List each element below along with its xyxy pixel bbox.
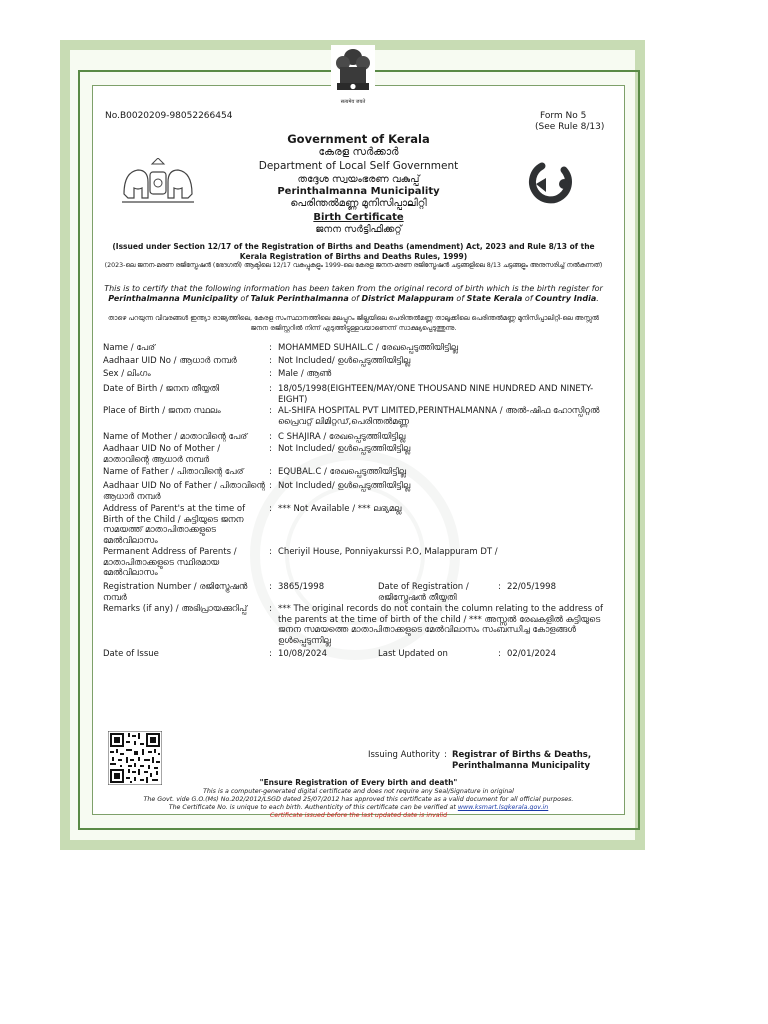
footer-slogan: "Ensure Registration of Every birth and death" xyxy=(259,778,458,787)
field-colon: : xyxy=(269,547,272,557)
field-colon: : xyxy=(269,356,272,366)
field-label-permanent-address: Permanent Address of Parents / മാതാപിതാക്കളുടെ സ്ഥിരമായ മേൽവിലാസം xyxy=(103,547,237,578)
registration-date-value: 22/05/1998 xyxy=(507,582,556,592)
field-colon: : xyxy=(269,444,272,454)
field-value-mother-name: C SHAJIRA / രേഖപ്പെടുത്തിയിട്ടില്ല xyxy=(278,432,406,442)
government-title-ml: കേരള സർക്കാർ xyxy=(318,146,399,158)
certificate-number: No.B0020209-98052266454 xyxy=(105,111,233,121)
issued-under-en: (Issued under Section 12/17 of the Registration of Births and Deaths (amendment) Act, 2023 and Rule 8/13 of the Kerala Registration of Births and Deaths Rules, 1999) xyxy=(112,242,595,261)
field-colon: : xyxy=(269,481,272,491)
verification-qr-code[interactable] xyxy=(108,731,162,785)
verification-link[interactable]: www.ksmart.lsgkerala.gov.in xyxy=(457,804,549,811)
certify-statement-ml: താഴെ പറയുന്ന വിവരങ്ങൾ ഇന്ത്യാ രാജ്യത്തിലെ, കേരള സംസ്ഥാനത്തിലെ മലപ്പുറം ജില്ലയിലെ പെരിന്തൽമണ്ണ താലൂക്കിലെ പെരിന്തൽമണ്ണ മുനിസിപ്പാലിറ്റി-ലെ അസ്സൽ ജനന രജിസ്റ്ററിൽ നിന്ന് എടുത്തിട്ടുള്ളവയാണെന്ന് സാക്ഷ്യപ്പെടുത്തുന്നു. xyxy=(107,314,600,332)
registration-number-label: Registration Number / രജിസ്ട്രേഷൻ നമ്പർ xyxy=(103,582,248,603)
certificate-title-ml: ജനന സർട്ടിഫിക്കറ്റ് xyxy=(315,224,402,235)
footer-line-invalid-warning: Certificate issued before the last updated date is invalid xyxy=(269,812,448,819)
issue-date-value: 10/08/2024 xyxy=(278,649,327,659)
municipality-ml: പെരിന്തൽമണ്ണ മുനിസിപ്പാലിറ്റി xyxy=(290,198,427,209)
field-label-mother-name: Name of Mother / മാതാവിന്റെ പേര് xyxy=(103,432,248,442)
department-en: Department of Local Self Government xyxy=(258,160,459,172)
registration-number-value: 3865/1998 xyxy=(278,582,325,592)
field-colon: : xyxy=(269,432,272,442)
national-emblem-icon xyxy=(331,45,375,99)
field-colon: : xyxy=(269,343,272,353)
issuing-authority-line1: Registrar of Births & Deaths, xyxy=(452,750,592,760)
field-label-sex: Sex / ലിംഗം xyxy=(103,369,151,379)
field-value-aadhaar: Not Included/ ഉൾപ്പെടുത്തിയിട്ടില്ല xyxy=(278,356,411,366)
field-label-address-at-birth: Address of Parent's at the time of Birth of the Child / കുട്ടിയുടെ ജനന സമയത്ത് മാതാപിതാക്കളുടെ മേൽവിലാസം xyxy=(103,504,246,546)
certificate-title-en: Birth Certificate xyxy=(313,212,404,223)
field-colon: : xyxy=(498,582,501,592)
field-value-address-at-birth: *** Not Available / *** ലഭ്യമല്ല xyxy=(278,504,402,514)
field-colon: : xyxy=(269,369,272,379)
field-label-father-aadhaar: Aadhaar UID No of Father / പിതാവിന്റെ ആധാർ നമ്പർ xyxy=(103,481,265,502)
municipality-en: Perinthalmanna Municipality xyxy=(277,186,440,197)
field-label-father-name: Name of Father / പിതാവിന്റെ പേര് xyxy=(103,467,244,477)
remarks-value: *** The original records do not contain the column relating to the address of the parents at the time of birth of the child / *** അസ്സൽ രേഖകളിൽ കുട്ടിയുടെ ജനന സമയത്തെ മാതാപിതാക്കളുടെ മേൽവിലാസം സംബന്ധിച്ച കോളങ്ങൾ ഉൾപ്പെടുന്നില്ല xyxy=(278,604,603,646)
field-label-dob: Date of Birth / ജനന തീയ്യതി xyxy=(103,384,220,394)
field-label-mother-aadhaar: Aadhaar UID No of Mother / മാതാവിന്റെ ആധാർ നമ്പർ xyxy=(103,444,221,465)
field-label-place-of-birth: Place of Birth / ജനന സ്ഥലം xyxy=(103,406,221,416)
field-colon: : xyxy=(269,384,272,394)
field-label-name: Name / പേര് xyxy=(103,343,156,353)
emblem-caption: सत्यमेव जयते xyxy=(340,99,366,105)
field-value-place-of-birth: AL-SHIFA HOSPITAL PVT LIMITED,PERINTHALMANNA / അൽ-ഷിഫ ഹോസ്പിറ്റൽ പ്രൈവറ്റ് ലിമിറ്റഡ്,പെരിന്തൽമണ്ണ xyxy=(278,406,600,427)
department-ml: തദ്ദേശ സ്വയംഭരണ വകുപ്പ് xyxy=(297,174,420,185)
field-value-father-name: EQUBAL.C / രേഖപ്പെടുത്തിയിട്ടില്ല xyxy=(278,467,407,477)
footer-line-verify: The Certificate No. is unique to each birth. Authenticity of this certificate can be verified at www.ksmart.lsgkerala.gov.in xyxy=(168,804,549,811)
field-value-permanent-address: Cheriyil House, Ponniyakurssi P.O, Malappuram DT / xyxy=(278,547,498,557)
field-colon: : xyxy=(269,467,272,477)
field-label-aadhaar: Aadhaar UID No / ആധാർ നമ്പർ xyxy=(103,356,237,366)
footer-line-govt-order: The Govt. vide G.O.(Ms) No.202/2012/LSGD dated 25/07/2012 has approved this certificate as a valid document for all official purposes. xyxy=(143,796,574,803)
field-value-dob: 18/05/1998(EIGHTEEN/MAY/ONE THOUSAND NINE HUNDRED AND NINETY-EIGHT) xyxy=(278,384,594,405)
issuing-authority-label: Issuing Authority xyxy=(368,750,440,760)
field-value-father-aadhaar: Not Included/ ഉൾപ്പെടുത്തിയിട്ടില്ല xyxy=(278,481,411,491)
form-number: Form No 5 xyxy=(540,111,587,121)
last-updated-label: Last Updated on xyxy=(378,649,448,659)
field-colon: : xyxy=(498,649,501,659)
field-colon: : xyxy=(269,582,272,592)
field-colon: : xyxy=(444,750,447,760)
field-value-sex: Male / ആൺ xyxy=(278,369,332,379)
issuing-authority-line2: Perinthalmanna Municipality xyxy=(452,761,590,771)
footer-line-digital: This is a computer-generated digital certificate and does not require any Seal/Signature in original xyxy=(203,788,514,795)
last-updated-value: 02/01/2024 xyxy=(507,649,556,659)
field-colon: : xyxy=(269,604,272,614)
government-title-en: Government of Kerala xyxy=(287,132,430,146)
field-value-name: MOHAMMED SUHAIL.C / രേഖപ്പെടുത്തിയിട്ടില്ല xyxy=(278,343,458,353)
issue-date-label: Date of Issue xyxy=(103,649,159,659)
field-colon: : xyxy=(269,649,272,659)
remarks-label: Remarks (if any) / അഭിപ്രായക്കുറിപ്പ് xyxy=(103,604,247,614)
certify-statement-en: This is to certify that the following information has been taken from the original record of birth which is the birth register for Perinthalmanna Municipality of Taluk Perinthalmanna of District Malappuram of State Kerala of Country India. xyxy=(104,284,603,303)
field-colon: : xyxy=(269,406,272,416)
issued-under-ml: (2023-ലെ ജനന-മരണ രജിസ്ട്രേഷൻ (ഭേദഗതി) ആക്ടിലെ 12/17 വകുപ്പുകളും 1999-ലെ കേരള ജനന-മരണ രജിസ്ട്രേഷൻ ചട്ടങ്ങളിലെ 8/13 ചട്ടങ്ങളും അനുസരിച്ച് നൽകുന്നത്) xyxy=(104,262,603,269)
field-colon: : xyxy=(269,504,272,514)
rule-reference: (See Rule 8/13) xyxy=(535,122,605,132)
registration-date-label: Date of Registration / രജിസ്ട്രേഷൻ തീയ്യതി xyxy=(378,582,469,603)
field-value-mother-aadhaar: Not Included/ ഉൾപ്പെടുത്തിയിട്ടില്ല xyxy=(278,444,411,454)
